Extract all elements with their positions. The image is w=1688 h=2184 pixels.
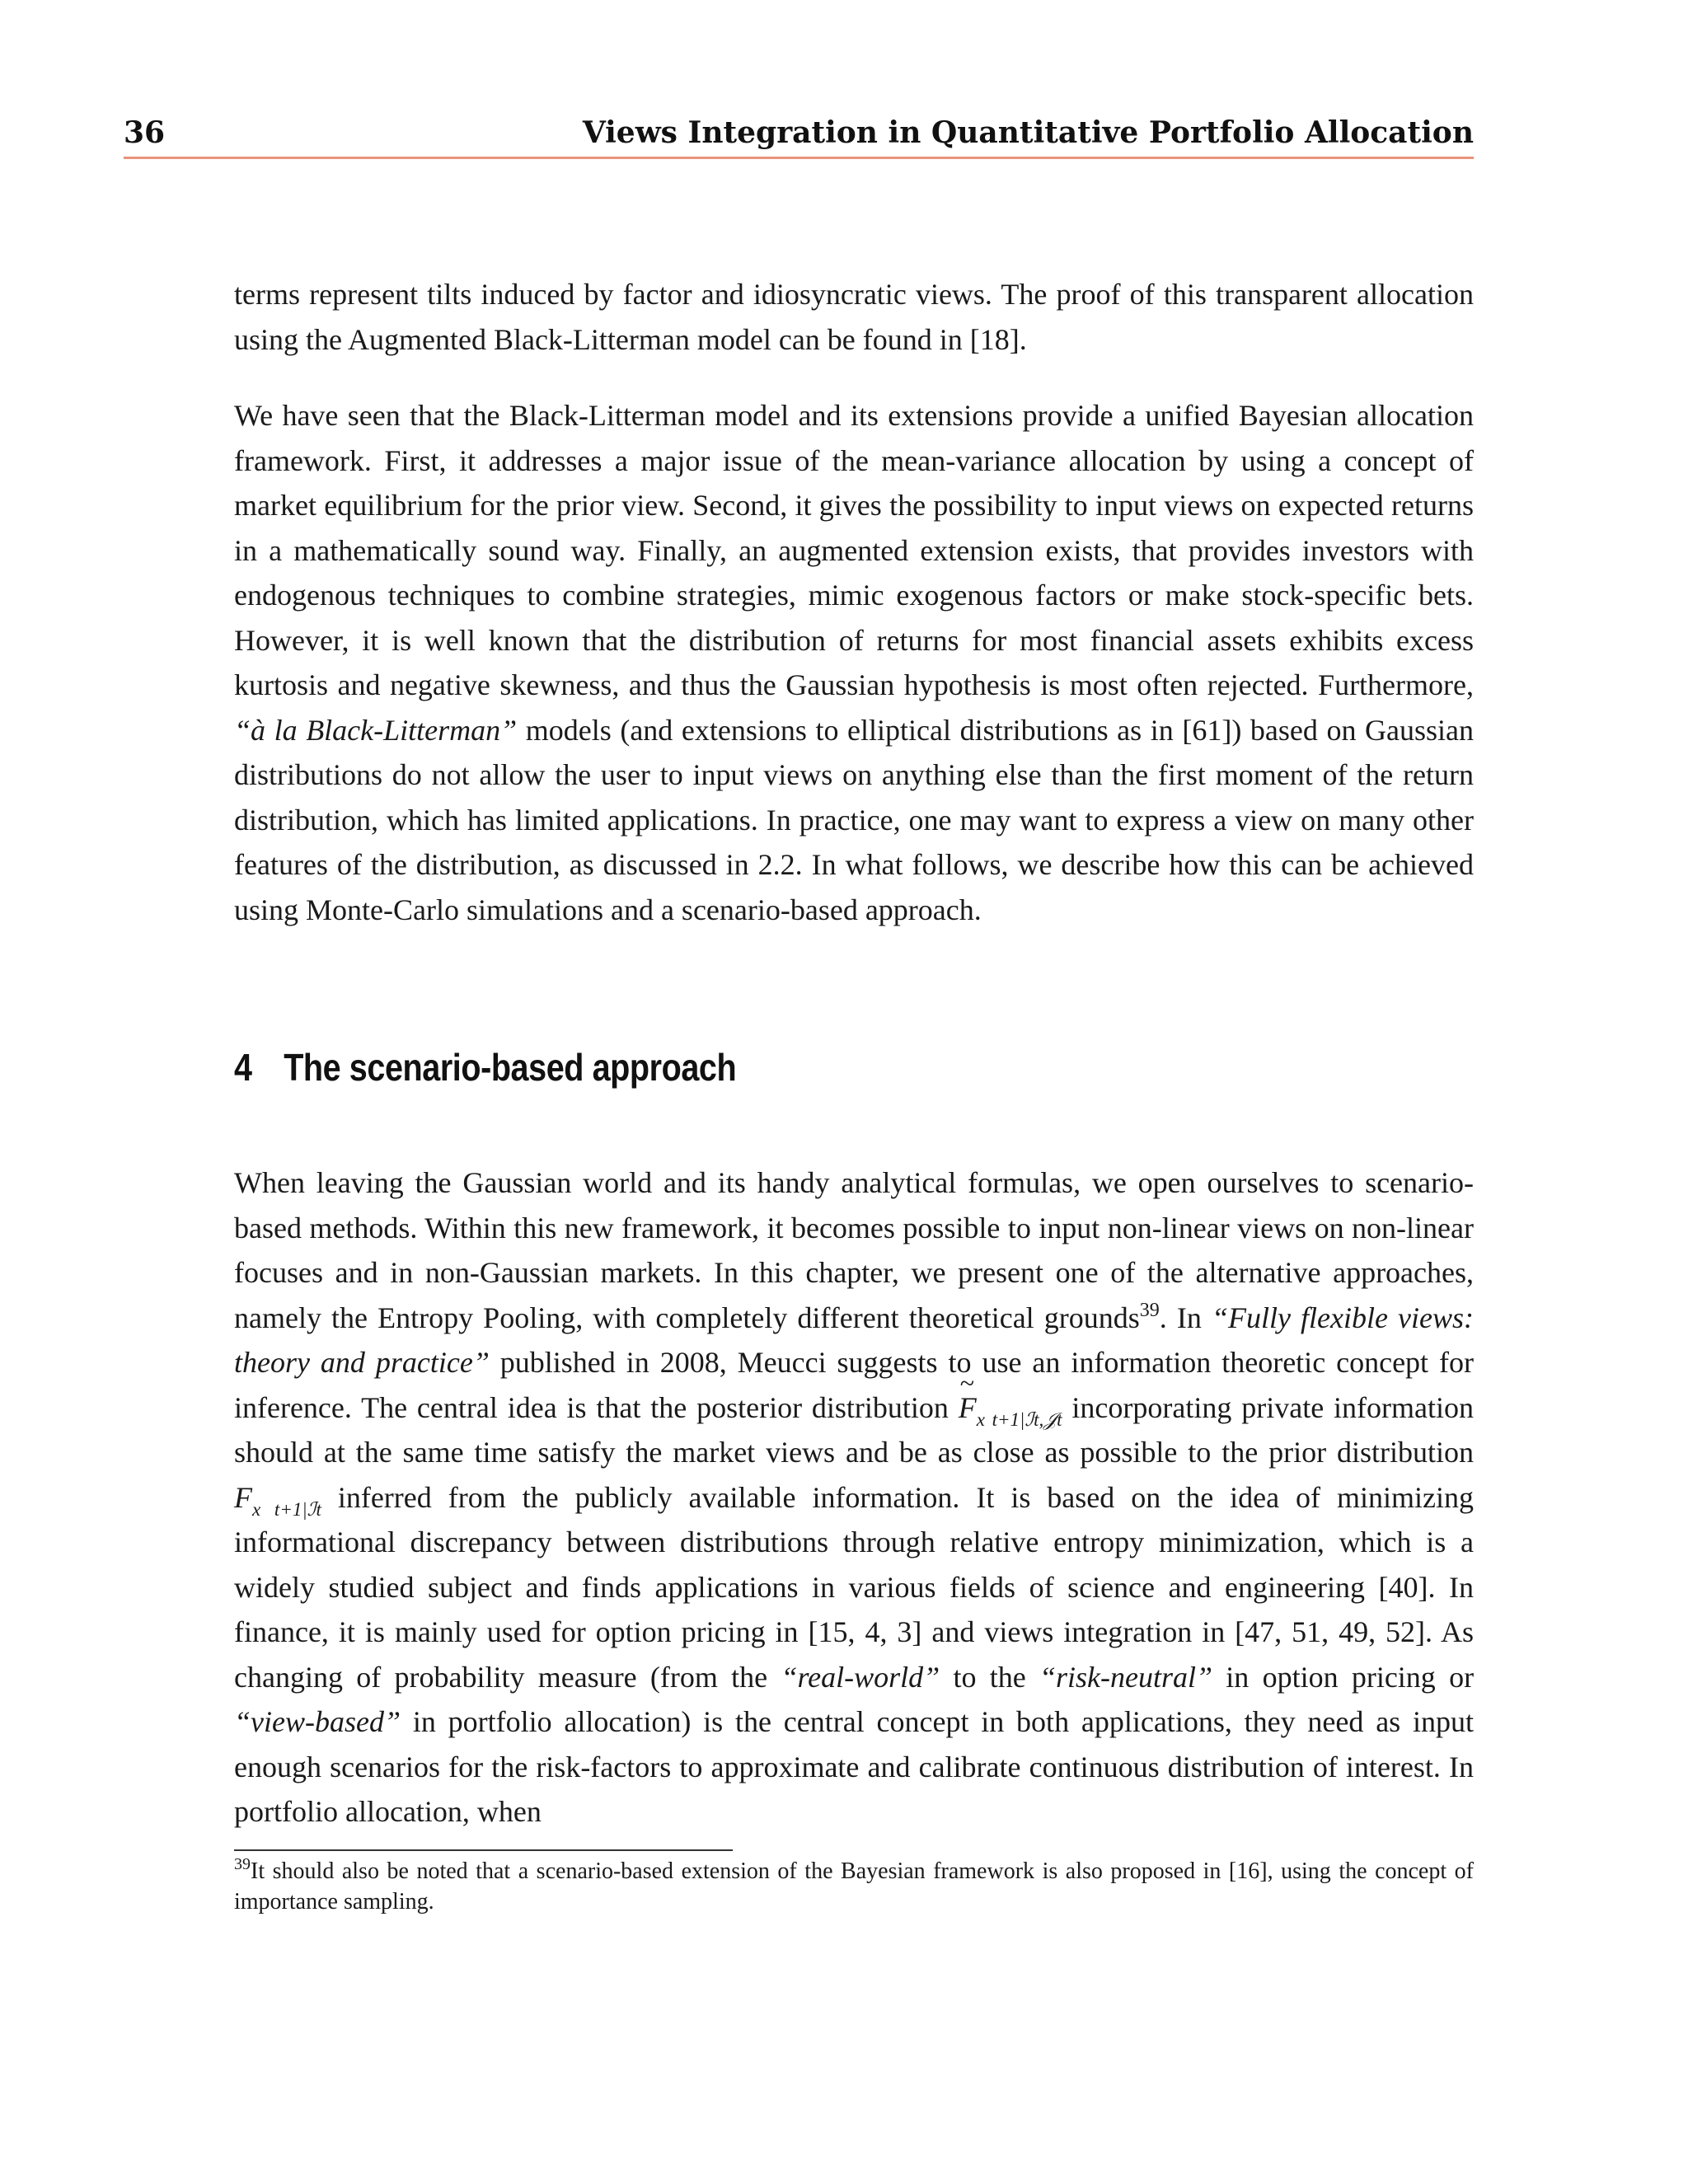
footnote-reference[interactable]: 39 [1139, 1299, 1160, 1321]
math-subscript: x t+1|ℐt,𝒥t [976, 1408, 1062, 1430]
paragraph-black-litterman-summary [234, 393, 1474, 932]
paragraph-text: When leaving the Gaussian world and its handy analytical formulas, we open ourselves to scenario-based methods. Within this new framework, it becomes possible to input non-linear views on non-linear focuses and in non-Gaussian markets. In this chapter, we present one of the alternative approaches, namely the Entropy Pooling, with completely different theoretical grounds [234, 1166, 1474, 1334]
paragraph-text: . In [1159, 1301, 1202, 1334]
paragraph-text: to the [953, 1660, 1026, 1694]
section-number: 4 [234, 1046, 252, 1089]
emphasis-quote: “à la Black-Litterman” [234, 713, 518, 747]
math-symbol: ~ F [959, 1385, 977, 1431]
paragraph-text: in portfolio allocation) is the central concept in both applications, they need as input enough scenarios for the risk-factors to approximate and calibrate continuous distribution of interest. In portfolio allocation, when [234, 1705, 1474, 1828]
footnote [234, 1856, 1474, 1917]
paragraph-text: models (and extensions to elliptical distributions as in [61]) based on Gaussian distributions do not allow the user to input views on anything else than the first moment of the return distribution, which has limited applications. In practice, one may want to express a view on many other features of the distribution, as discussed in 2.2. In what follows, we describe how this can be achieved using Monte-Carlo simulations and a scenario-based approach. [234, 713, 1475, 926]
emphasis-title: “Fully flexible views: theory and practice” [234, 1301, 1475, 1379]
emphasis-term: “risk-neutral” [1039, 1660, 1213, 1694]
paragraph-scenario-approach [234, 1160, 1474, 1835]
emphasis-term: “view-based” [234, 1705, 401, 1738]
page-number: 36 [124, 115, 166, 150]
header-rule [124, 157, 1474, 159]
emphasis-term: “real-world” [781, 1660, 940, 1694]
paragraph-text: published in 2008, Meucci suggests to use an information theoretic concept for inference. The central idea is that the posterior distribution [234, 1346, 1474, 1424]
footnote-mark: 39 [234, 1855, 251, 1873]
math-subscript: x t+1|ℐt [252, 1498, 321, 1520]
paragraph-text: inferred from the publicly available information. It is based on the idea of minimizing informational discrepancy between distributions through relative entropy minimization, which is a widely studied subject and finds applications in various fields of science and engineering [40]. In finance, it is mainly used for option pricing in [15, 4, 3] and views integration in [47, 51, 49, 52]. As changing of probability measure (from the [234, 1480, 1475, 1694]
footnote-rule [234, 1849, 733, 1851]
running-title: Views Integration in Quantitative Portfolio Allocation [582, 115, 1474, 150]
paragraph-text: in option pricing or [1226, 1660, 1475, 1694]
paragraph-text: terms represent tilts induced by factor and idiosyncratic views. The proof of this transparent allocation using the Augmented Black-Litterman model can be found in [18]. [234, 278, 1474, 356]
paragraph-text: incorporating private information should at the same time satisfy the market views and be as close as possible to the prior distribution [234, 1390, 1474, 1469]
paragraph-continued [234, 272, 1474, 362]
math-prior-distribution [234, 1480, 321, 1520]
math-symbol: F [234, 1480, 252, 1514]
paragraph-text: We have seen that the Black-Litterman model and its extensions provide a unified Bayesian allocation framework. First, it addresses a major issue of the mean-variance allocation by using a concept of market equilibrium for the prior view. Second, it gives the possibility to input views on expected returns in a mathematically sound way. Finally, an augmented extension exists, that provides investors with endogenous techniques to combine strategies, mimic exogenous factors or make stock-specific bets. However, it is well known that the distribution of returns for most financial assets exhibits excess kurtosis and negative skewness, and thus the Gaussian hypothesis is most often rejected. Furthermore, [234, 399, 1474, 701]
running-header [124, 115, 1474, 150]
section-heading [234, 1045, 736, 1090]
footnote-text: It should also be noted that a scenario-based extension of the Bayesian framework is also proposed in [16], using the concept of importance sampling. [234, 1858, 1474, 1915]
math-posterior-distribution [958, 1390, 1062, 1430]
section-title: The scenario-based approach [284, 1046, 737, 1089]
